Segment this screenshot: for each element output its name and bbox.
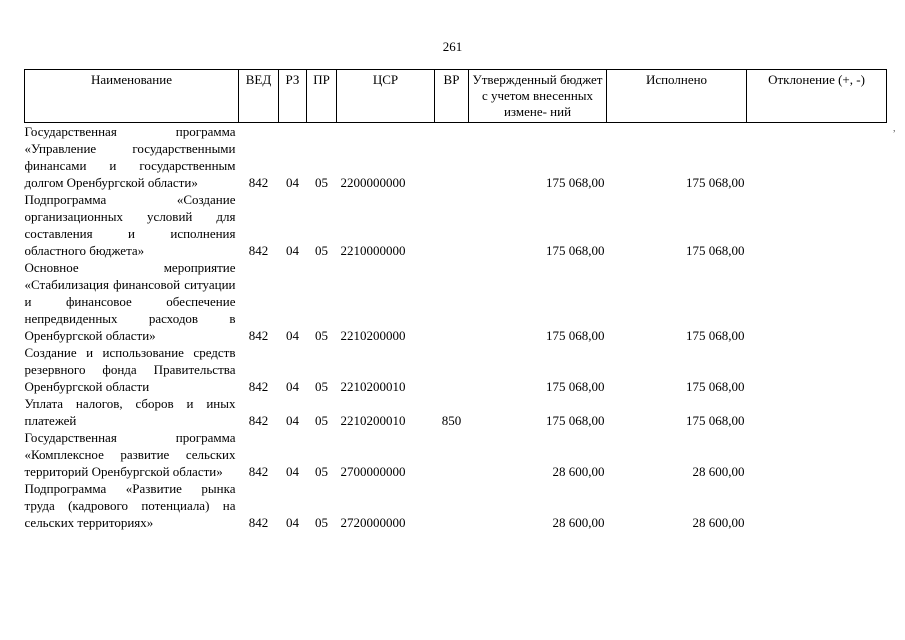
- row-pr: 05: [315, 413, 328, 428]
- header-deviation: Отклонение (+, -): [747, 70, 887, 123]
- header-approved: Утвержденный бюджет с учетом внесенных измене- ний: [469, 70, 607, 123]
- row-rz: 04: [286, 515, 299, 530]
- row-pr: 05: [315, 328, 328, 343]
- row-csr: 2210200010: [340, 413, 406, 428]
- row-approved: 175 068,00: [546, 328, 605, 343]
- row-rz: 04: [286, 243, 299, 258]
- table-row: [25, 259, 887, 344]
- header-executed: Исполнено: [607, 70, 747, 123]
- table-row: [25, 429, 887, 480]
- row-executed: 28 600,00: [692, 464, 745, 479]
- row-ved: 842: [248, 243, 269, 258]
- table-row: [25, 344, 887, 395]
- header-rz: РЗ: [279, 70, 307, 123]
- budget-table: [24, 69, 887, 531]
- row-approved: 175 068,00: [546, 243, 605, 258]
- row-ved: 842: [248, 515, 269, 530]
- row-rz: 04: [286, 464, 299, 479]
- table-row: [25, 123, 887, 192]
- row-approved: 175 068,00: [546, 413, 605, 428]
- row-deviation: [747, 429, 887, 480]
- row-executed: 175 068,00: [686, 379, 745, 394]
- row-name: Уплата налогов, сборов и иных платежей: [24, 396, 236, 428]
- row-pr: 05: [315, 515, 328, 530]
- row-name: Государственная программа «Управление государственными финансами и государственным долгом Оренбургской области»: [24, 124, 236, 190]
- row-deviation: [747, 191, 887, 259]
- row-vr: [435, 429, 469, 480]
- row-pr: 05: [315, 464, 328, 479]
- row-executed: 175 068,00: [686, 175, 745, 190]
- row-ved: 842: [248, 328, 269, 343]
- row-deviation: [747, 344, 887, 395]
- row-csr: 2210000000: [340, 243, 406, 258]
- header-ved: ВЕД: [239, 70, 279, 123]
- table-header-row: [25, 70, 887, 123]
- header-name: Наименование: [25, 70, 239, 123]
- row-executed: 175 068,00: [686, 243, 745, 258]
- row-rz: 04: [286, 379, 299, 394]
- row-csr: 2210200000: [340, 328, 406, 343]
- row-ved: 842: [248, 413, 269, 428]
- row-deviation: [747, 480, 887, 531]
- row-approved: 175 068,00: [546, 175, 605, 190]
- row-vr: [435, 123, 469, 192]
- header-vr: ВР: [435, 70, 469, 123]
- row-pr: 05: [315, 243, 328, 258]
- row-name: Создание и использование средств резервного фонда Правительства Оренбургской области: [24, 345, 236, 394]
- row-ved: 842: [248, 379, 269, 394]
- row-vr: [435, 480, 469, 531]
- table-row: [25, 191, 887, 259]
- row-vr: [435, 344, 469, 395]
- row-pr: 05: [315, 379, 328, 394]
- header-csr: ЦСР: [337, 70, 435, 123]
- row-executed: 175 068,00: [686, 413, 745, 428]
- row-deviation: [747, 259, 887, 344]
- row-name: Государственная программа «Комплексное развитие сельских территорий Оренбургской области»: [24, 430, 236, 479]
- row-approved: 28 600,00: [552, 515, 605, 530]
- table-row: [25, 395, 887, 429]
- row-rz: 04: [286, 413, 299, 428]
- header-pr: ПР: [307, 70, 337, 123]
- row-deviation: [747, 395, 887, 429]
- row-rz: 04: [286, 175, 299, 190]
- row-executed: 175 068,00: [686, 328, 745, 343]
- row-ved: 842: [248, 175, 269, 190]
- row-vr: [435, 259, 469, 344]
- row-deviation: [747, 123, 887, 192]
- row-vr: 850: [441, 413, 462, 428]
- row-csr: 2210200010: [340, 379, 406, 394]
- row-csr: 2700000000: [340, 464, 406, 479]
- row-name: Основное мероприятие «Стабилизация финансовой ситуации и финансовое обеспечение непредвиденных расходов в Оренбургской области»: [24, 260, 236, 343]
- page-number: 261: [442, 39, 463, 54]
- row-name: Подпрограмма «Развитие рынка труда (кадрового потенциала) на сельских территориях»: [24, 481, 236, 530]
- row-vr: [435, 191, 469, 259]
- row-csr: 2200000000: [340, 175, 406, 190]
- row-pr: 05: [315, 175, 328, 190]
- row-rz: 04: [286, 328, 299, 343]
- row-approved: 28 600,00: [552, 464, 605, 479]
- row-executed: 28 600,00: [692, 515, 745, 530]
- row-ved: 842: [248, 464, 269, 479]
- scan-mark: ,: [893, 123, 896, 134]
- row-csr: 2720000000: [340, 515, 406, 530]
- row-name: Подпрограмма «Создание организационных условий для составления и исполнения областного бюджета»: [24, 192, 236, 258]
- row-approved: 175 068,00: [546, 379, 605, 394]
- table-row: [25, 480, 887, 531]
